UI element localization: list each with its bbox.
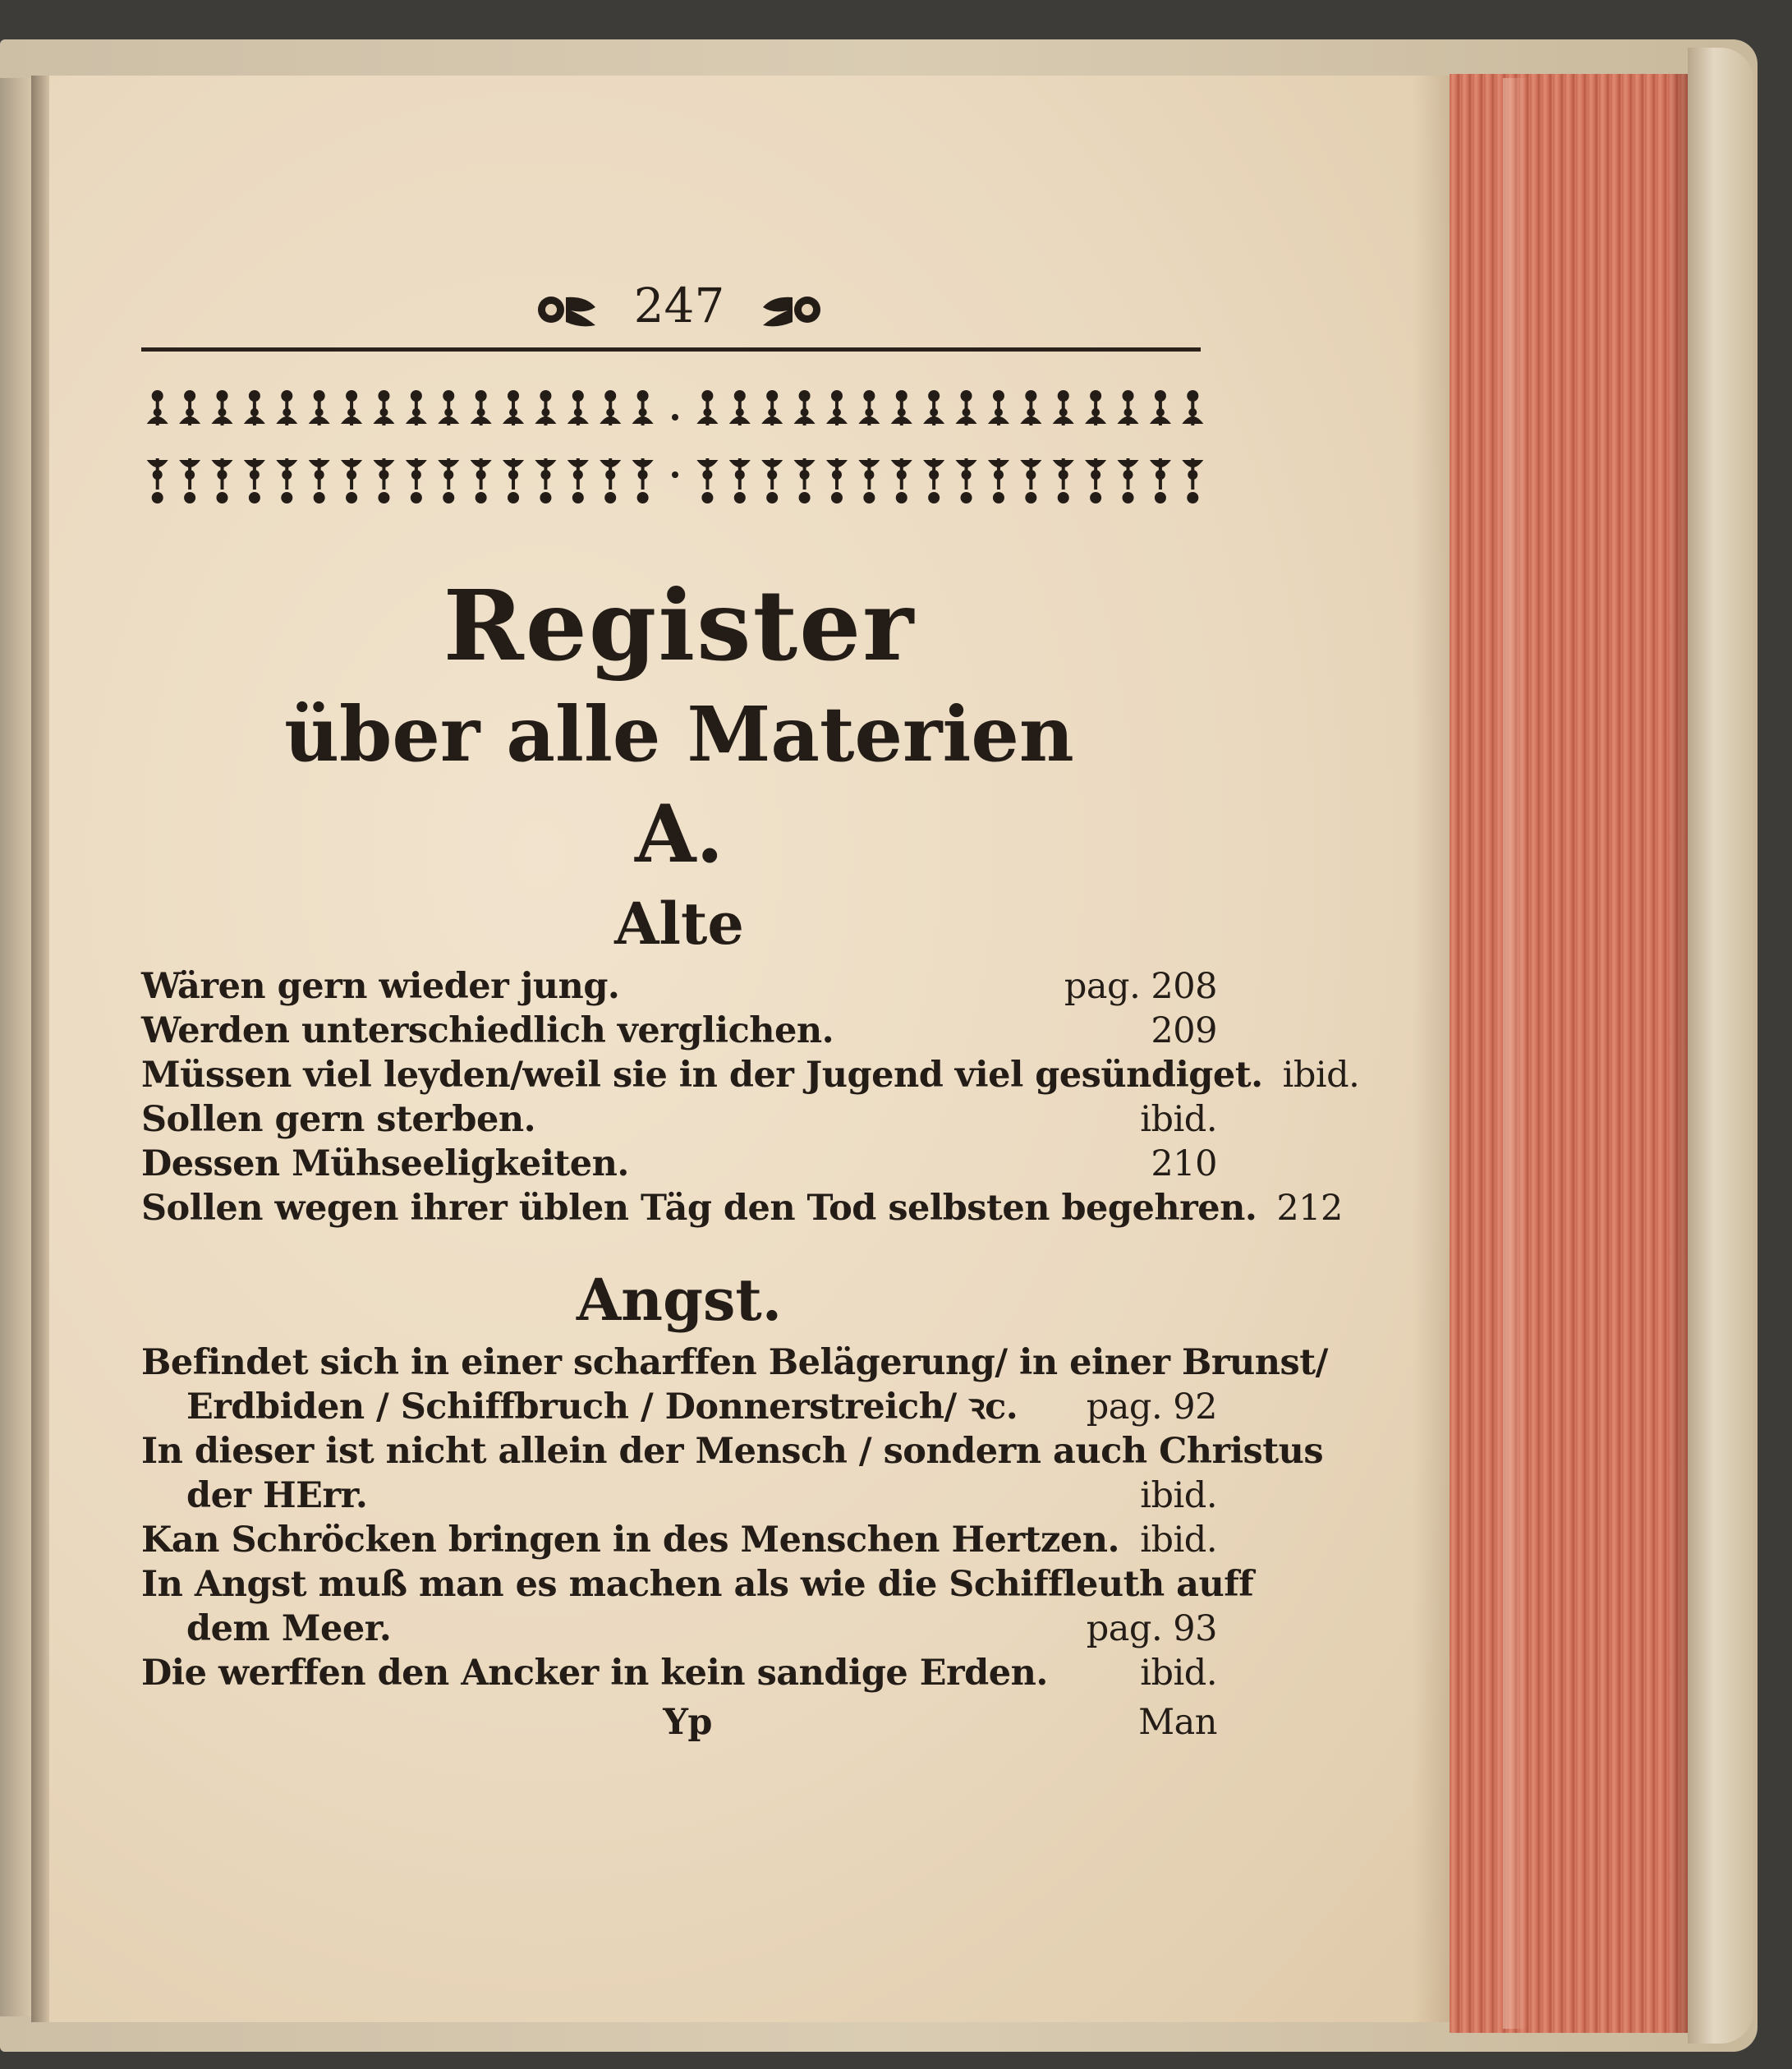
fleuron-icon	[471, 416, 492, 424]
fleuron-icon	[378, 492, 389, 503]
fleuron-icon	[1059, 470, 1068, 480]
entry-page: pag. 92	[1086, 1386, 1217, 1428]
signature-mark: Yp	[663, 1702, 712, 1743]
index-entry	[141, 1142, 1217, 1186]
index-entry	[141, 1562, 1254, 1607]
fleuron-icon	[379, 408, 388, 416]
index-entry	[141, 1607, 1217, 1651]
fleuron-icon	[672, 414, 678, 421]
page-footer	[141, 1700, 1217, 1745]
entry-text: Dessen Mühseeligkeiten.	[141, 1143, 629, 1184]
fleuron-icon	[540, 492, 551, 503]
fleuron-icon	[567, 416, 589, 424]
fleuron-icon	[928, 492, 940, 503]
fleuron-icon	[1123, 470, 1133, 480]
fleuron-icon	[735, 470, 745, 480]
fleuron-icon	[184, 390, 195, 402]
fleuron-icon	[794, 416, 816, 424]
fleuron-icon	[572, 492, 584, 503]
fleuron-icon	[346, 390, 357, 402]
fleuron-icon	[729, 416, 751, 424]
red-page-edges	[1450, 74, 1688, 2033]
fleuron-icon	[438, 416, 459, 424]
fleuron-icon	[347, 470, 356, 480]
fleuron-icon	[988, 416, 1009, 424]
fleuron-icon	[863, 390, 875, 402]
entry-page: 209	[1151, 1010, 1217, 1051]
fleuron-icon	[574, 408, 582, 416]
fleuron-icon	[891, 416, 912, 424]
fleuron-icon	[826, 416, 848, 424]
fleuron-icon	[373, 416, 394, 424]
fleuron-icon	[858, 416, 880, 424]
fleuron-icon	[1090, 492, 1101, 503]
fleuron-icon	[767, 470, 777, 480]
entry-text: Erdbiden / Schiffbruch / Donnerstreich/ ꝛc.	[186, 1386, 1018, 1428]
index-entry	[141, 1429, 1324, 1474]
fleuron-icon	[572, 390, 584, 402]
fleuron-icon	[736, 408, 744, 416]
entry-page: pag. 208	[1064, 966, 1217, 1007]
fleuron-icon	[864, 470, 874, 480]
fleuron-icon	[411, 390, 422, 402]
fleuron-icon	[476, 492, 487, 503]
entry-page: ibid.	[1140, 1520, 1217, 1561]
fleuron-icon	[1058, 492, 1069, 503]
fleuron-icon	[184, 492, 195, 503]
fleuron-icon	[923, 416, 944, 424]
fleuron-icon	[411, 492, 422, 503]
fleuron-icon	[930, 408, 938, 416]
fleuron-icon	[508, 390, 519, 402]
fleuron-icon	[379, 470, 388, 480]
fleuron-icon	[604, 492, 616, 503]
fleuron-icon	[801, 408, 809, 416]
index-entry	[141, 1340, 1328, 1385]
fleuron-icon	[153, 470, 163, 480]
fleuron-icon	[476, 470, 486, 480]
fleuron-icon	[443, 470, 453, 480]
entry-text: Wären gern wieder jung.	[141, 966, 620, 1007]
fleuron-icon	[276, 416, 297, 424]
fleuron-icon	[1025, 390, 1036, 402]
section-letter: A.	[635, 788, 724, 880]
fleuron-icon	[152, 492, 163, 503]
fleuron-icon	[863, 492, 875, 503]
index-entry	[141, 1518, 1217, 1562]
entry-text: Sollen gern sterben.	[141, 1099, 536, 1140]
fleuron-icon	[244, 416, 265, 424]
fleuron-icon	[961, 390, 972, 402]
fleuron-icon	[761, 416, 783, 424]
fleuron-icon	[833, 408, 841, 416]
fleuron-icon	[1090, 390, 1101, 402]
catchword: Man	[1138, 1702, 1217, 1743]
fleuron-icon	[314, 492, 325, 503]
index-entry	[141, 964, 1217, 1009]
fleuron-icon	[509, 408, 517, 416]
fleuron-icon	[250, 408, 259, 416]
entry-page: pag. 93	[1086, 1608, 1217, 1649]
fleuron-icon	[639, 408, 647, 416]
ornamental-band	[141, 384, 1209, 508]
fleuron-icon	[800, 470, 810, 480]
page-content	[141, 271, 1360, 1745]
fleuron-icon	[1091, 470, 1100, 480]
fleuron-icon	[1188, 470, 1197, 480]
fleuron-icon	[831, 390, 843, 402]
fleuron-icon	[896, 390, 907, 402]
fleuron-icon	[1187, 492, 1198, 503]
fleuron-icon	[701, 390, 713, 402]
fleuron-icon	[217, 470, 227, 480]
entry-text: Befindet sich in einer scharffen Belägerung/ in einer Brunst/	[141, 1342, 1328, 1383]
index-entry	[141, 1651, 1217, 1695]
fleuron-icon	[766, 492, 778, 503]
fleuron-icon	[185, 470, 195, 480]
cover-rim	[1688, 48, 1753, 2044]
index-entry	[141, 1186, 1343, 1230]
fleuron-icon	[573, 470, 583, 480]
fleuron-icon	[961, 492, 972, 503]
fleuron-icon	[632, 416, 654, 424]
fleuron-icon	[1155, 492, 1166, 503]
fleuron-icon	[443, 390, 454, 402]
entry-page: ibid.	[1140, 1475, 1217, 1516]
fleuron-icon	[734, 492, 746, 503]
fleuron-icon	[412, 408, 420, 416]
fleuron-icon	[993, 492, 1004, 503]
fleuron-icon	[637, 390, 649, 402]
fleuron-icon	[606, 408, 614, 416]
fleuron-icon	[1085, 416, 1106, 424]
index-entry	[141, 1097, 1217, 1142]
fleuron-icon	[411, 470, 421, 480]
fleuron-icon	[314, 390, 325, 402]
fleuron-icon	[865, 408, 873, 416]
entry-page: 212	[1276, 1188, 1343, 1229]
fleuron-icon	[281, 390, 292, 402]
fleuron-icon	[444, 408, 453, 416]
fleuron-icon	[1118, 416, 1139, 424]
fleuron-icon	[766, 390, 778, 402]
entry-text: In dieser ist nicht allein der Mensch / sondern auch Christus	[141, 1431, 1324, 1472]
fleuron-icon	[1058, 390, 1069, 402]
fleuron-icon	[1053, 416, 1074, 424]
index-entry	[141, 1385, 1217, 1429]
fleuron-icon	[477, 408, 485, 416]
fleuron-icon	[1026, 470, 1036, 480]
fleuron-icon	[898, 408, 906, 416]
fleuron-icon	[701, 492, 713, 503]
fleuron-icon	[346, 492, 357, 503]
fleuron-icon	[508, 492, 519, 503]
entry-text: der HErr.	[186, 1475, 368, 1516]
section-heading: Angst.	[576, 1266, 783, 1334]
entry-text: Kan Schröcken bringen in des Menschen Hertzen.	[141, 1520, 1119, 1561]
entry-text: dem Meer.	[186, 1608, 392, 1649]
fleuron-icon	[250, 470, 260, 480]
section-heading: Alte	[614, 890, 744, 958]
fleuron-icon	[283, 408, 291, 416]
header-rule	[141, 347, 1201, 352]
fleuron-icon	[281, 492, 292, 503]
fleuron-icon	[476, 390, 487, 402]
fleuron-icon	[928, 390, 940, 402]
fleuron-icon	[347, 408, 356, 416]
fleuron-icon	[962, 470, 972, 480]
fleuron-icon	[672, 471, 678, 478]
fleuron-icon	[406, 416, 427, 424]
fleuron-icon	[216, 492, 227, 503]
fleuron-icon	[1027, 408, 1035, 416]
fleuron-icon	[995, 408, 1003, 416]
fleuron-icon	[315, 408, 324, 416]
fleuron-icon	[179, 416, 200, 424]
fleuron-icon	[540, 390, 551, 402]
fleuron-icon	[604, 390, 616, 402]
fleuron-icon	[702, 470, 712, 480]
fleuron-icon	[341, 416, 362, 424]
fleuron-icon	[896, 492, 907, 503]
fleuron-icon	[1156, 408, 1165, 416]
fleuron-icon	[1123, 492, 1134, 503]
fleuron-icon	[897, 470, 907, 480]
fleuron-icon	[994, 470, 1004, 480]
fleuron-icon	[503, 416, 524, 424]
fleuron-icon	[799, 390, 811, 402]
register-subtitle: über alle Materien	[284, 690, 1074, 779]
entry-page: ibid.	[1282, 1055, 1360, 1096]
fleuron-icon	[218, 408, 226, 416]
left-page-edge	[0, 78, 31, 2016]
entry-text: Sollen wegen ihrer üblen Täg den Tod selbsten begehren.	[141, 1188, 1257, 1229]
fleuron-icon	[186, 408, 194, 416]
fleuron-icon	[831, 492, 843, 503]
fleuron-icon	[799, 492, 811, 503]
entry-page: 210	[1151, 1143, 1217, 1184]
fleuron-icon	[696, 416, 718, 424]
fleuron-icon	[309, 416, 330, 424]
fleuron-icon	[703, 408, 711, 416]
fleuron-icon	[1025, 492, 1036, 503]
left-fleuron-icon	[535, 289, 600, 330]
fleuron-icon	[1059, 408, 1068, 416]
entry-page: ibid.	[1140, 1099, 1217, 1140]
entry-text: Die werffen den Ancker in kein sandige Erden.	[141, 1653, 1048, 1694]
fleuron-icon	[637, 492, 649, 503]
page-header	[141, 271, 1217, 341]
fleuron-icon	[638, 470, 648, 480]
fleuron-icon	[1187, 390, 1198, 402]
fleuron-icon	[216, 390, 227, 402]
right-fleuron-icon	[758, 289, 824, 330]
fleuron-icon	[956, 416, 977, 424]
fleuron-icon	[1155, 390, 1166, 402]
register-title: Register	[443, 568, 916, 683]
entry-text: Werden unterschiedlich verglichen.	[141, 1010, 834, 1051]
fleuron-icon	[540, 470, 550, 480]
fleuron-icon	[249, 390, 260, 402]
page-number: 247	[633, 278, 725, 333]
fleuron-icon	[832, 470, 842, 480]
fleuron-icon	[605, 470, 615, 480]
fleuron-icon	[147, 416, 168, 424]
fleuron-icon	[443, 492, 454, 503]
fleuron-icon	[734, 390, 746, 402]
fleuron-icon	[1156, 470, 1165, 480]
fleuron-icon	[1182, 416, 1203, 424]
fleuron-icon	[211, 416, 232, 424]
fleuron-icon	[1188, 408, 1197, 416]
fleuron-icon	[1020, 416, 1041, 424]
fleuron-icon	[249, 492, 260, 503]
fleuron-icon	[152, 390, 163, 402]
page-edge-highlight	[1503, 78, 1528, 2029]
index-entry	[141, 1009, 1217, 1053]
entry-text: In Angst muß man es machen als wie die Schiffleuth auff	[141, 1564, 1254, 1605]
fleuron-icon	[508, 470, 518, 480]
fleuron-icon	[929, 470, 939, 480]
fleuron-icon	[378, 390, 389, 402]
entry-page: ibid.	[1140, 1653, 1217, 1694]
fleuron-icon	[154, 408, 162, 416]
entry-text: Müssen viel leyden/weil sie in der Jugend viel gesündiget.	[141, 1055, 1263, 1096]
fleuron-icon	[1091, 408, 1100, 416]
index-entry	[141, 1053, 1360, 1097]
fleuron-icon	[963, 408, 971, 416]
fleuron-icon	[315, 470, 324, 480]
fleuron-icon	[282, 470, 292, 480]
fleuron-icon	[535, 416, 556, 424]
fleuron-icon	[600, 416, 621, 424]
index-entry	[141, 1474, 1217, 1518]
fleuron-icon	[1150, 416, 1171, 424]
fleuron-icon	[1124, 408, 1133, 416]
fleuron-icon	[993, 390, 1004, 402]
fleuron-icon	[1123, 390, 1134, 402]
fleuron-icon	[541, 408, 549, 416]
fleuron-icon	[768, 408, 776, 416]
